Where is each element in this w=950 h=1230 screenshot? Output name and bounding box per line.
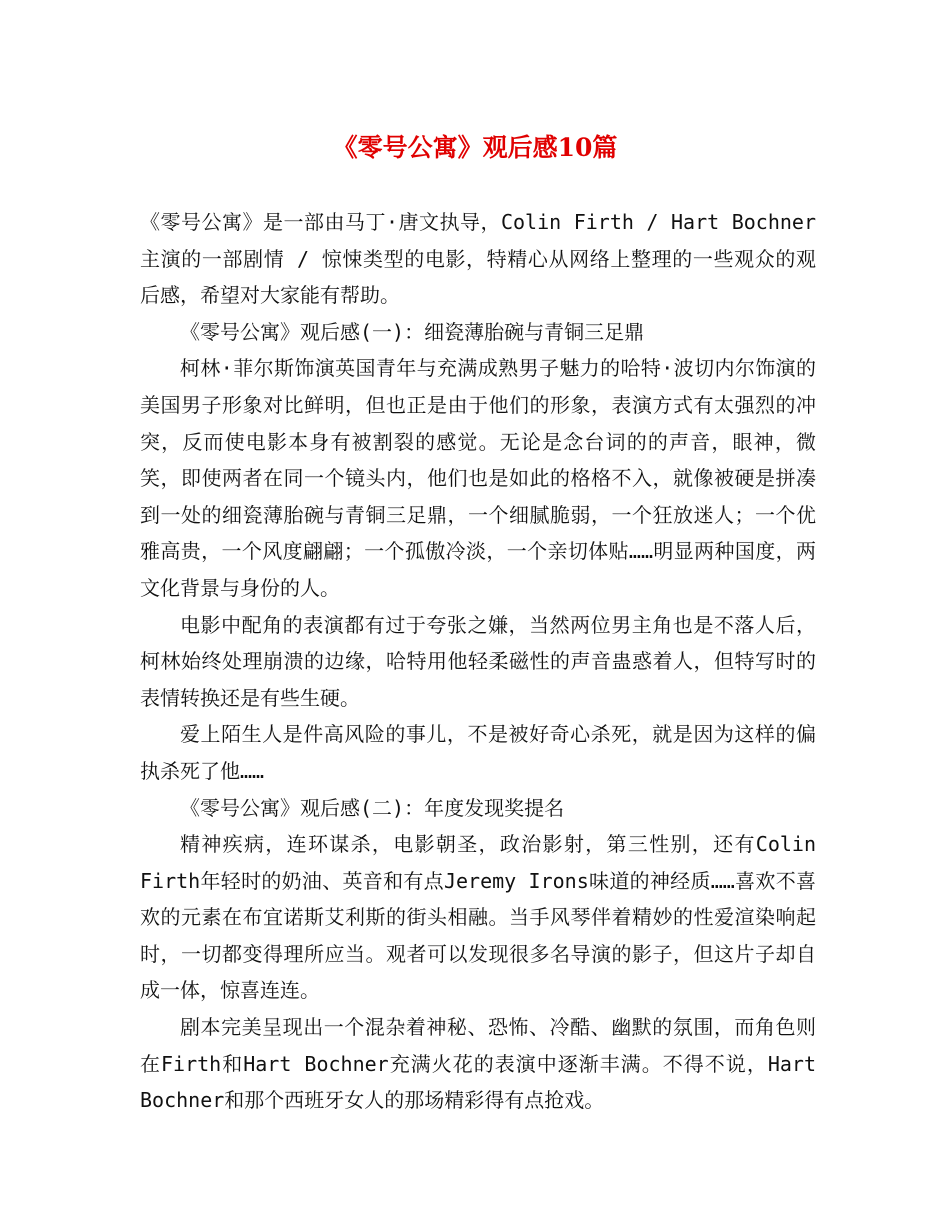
section-heading-1: 《零号公寓》观后感(一)：细瓷薄胎碗与青铜三足鼎 xyxy=(180,319,645,344)
paragraph-1: 柯林·菲尔斯饰演英国青年与充满成熟男子魅力的哈特·波切内尔饰演的美国男子形象对比鲜明，但也正是由于他们的形象，表演方式有太强烈的冲突，反而使电影本身有被割裂的感觉。无论是念台词的的声音，眼神，微笑，即使两者在同一个镜头内，他们也是如此的格格不入，就像被硬是拼凑到一处的细瓷薄胎碗与青铜三足鼎，一个细腻脆弱，一个狂放迷人；一个优雅高贵，一个风度翩翩；一个孤傲冷淡，一个亲切体贴……明显两种国度，两文化背景与身份的人。 xyxy=(140,356,816,600)
document-body xyxy=(140,204,816,1119)
section-heading-2: 《零号公寓》观后感(二)：年度发现奖提名 xyxy=(180,795,565,820)
intro-paragraph: 《零号公寓》是一部由马丁·唐文执导，Colin Firth / Hart Bochner主演的一部剧情 / 惊悚类型的电影，特精心从网络上整理的一些观众的观后感，希望对大家能有帮助。 xyxy=(140,210,816,308)
paragraph-5: 剧本完美呈现出一个混杂着神秘、恐怖、冷酷、幽默的氛围，而角色则在Firth和Hart Bochner充满火花的表演中逐渐丰满。不得不说，Hart Bochner和那个西班牙女人的那场精彩得有点抢戏。 xyxy=(140,1015,816,1113)
paragraph-3: 爱上陌生人是件高风险的事儿，不是被好奇心杀死，就是因为这样的偏执杀死了他…… xyxy=(140,722,816,783)
page-title: 《零号公寓》观后感10篇 xyxy=(332,133,618,162)
paragraph-2: 电影中配角的表演都有过于夸张之嫌，当然两位男主角也是不落人后，柯林始终处理崩溃的边缘，哈特用他轻柔磁性的声音蛊惑着人，但特写时的表情转换还是有些生硬。 xyxy=(140,612,816,710)
paragraph-4: 精神疾病，连环谋杀，电影朝圣，政治影射，第三性别，还有Colin Firth年轻时的奶油、英音和有点Jeremy Irons味道的神经质……喜欢不喜欢的元素在布宜诺斯艾利斯的街头相融。当手风琴伴着精妙的性爱渲染响起时，一切都变得理所应当。观者可以发现很多名导演的影子，但这片子却自成一体，惊喜连连。 xyxy=(140,832,816,1003)
